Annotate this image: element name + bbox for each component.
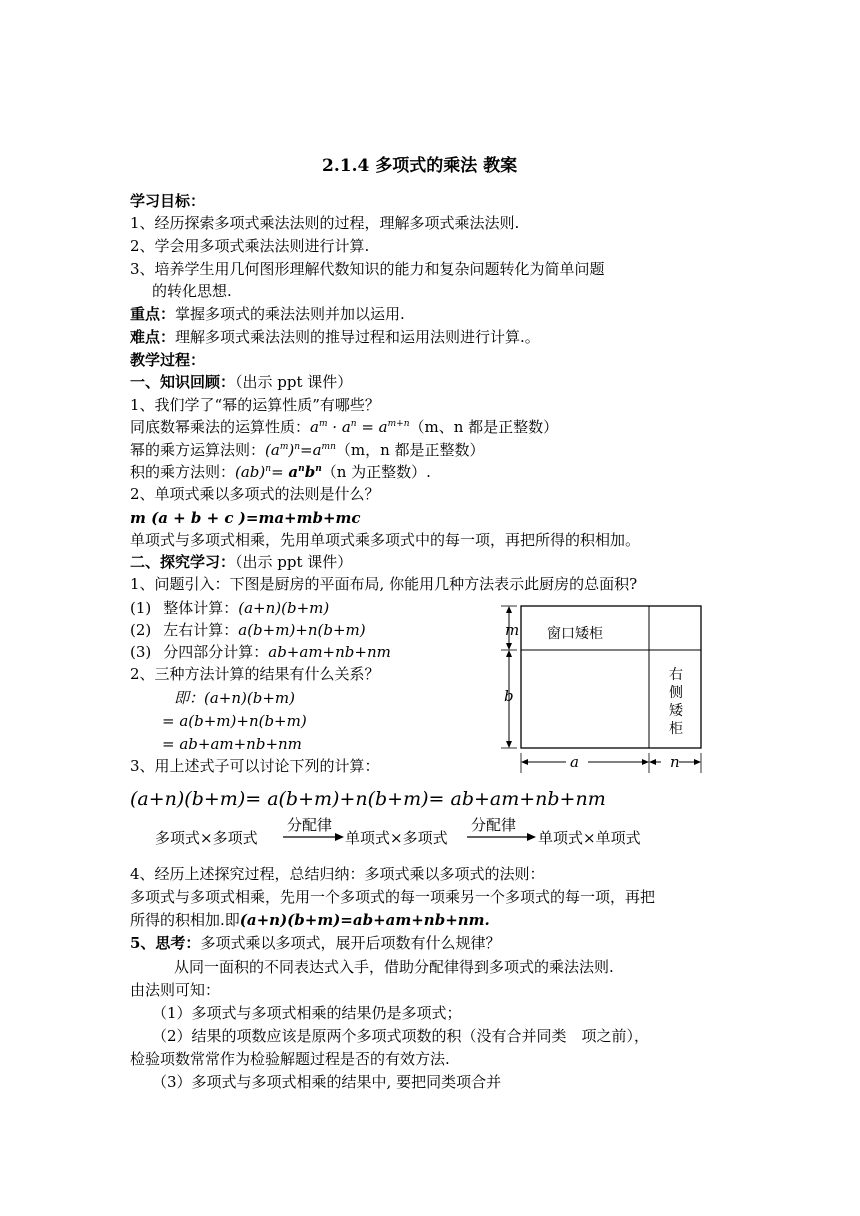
page-title: 2.1.4 多项式的乘法 教案 [322, 156, 518, 176]
dim-b-arrow-up [506, 650, 512, 657]
explore-note: （出示 ppt 课件） [235, 553, 353, 571]
method-3-num: (3) [130, 643, 152, 661]
summary-q4: 4、经历上述探究过程，总结归纳：多项式乘以多项式的法则： [130, 865, 545, 883]
rule3-label: 积的乘方法则： [130, 463, 236, 481]
explore-q1: 1、问题引入：下图是厨房的平面布局, 你能用几种方法表示此厨房的总面积? [130, 575, 638, 593]
key-text: 掌握多项式的乘法法则并加以运用. [175, 305, 405, 323]
dim-m-label: m [505, 621, 520, 639]
summary-q5 [130, 933, 500, 953]
method-1-expr: (a+n)(b+m) [238, 599, 330, 617]
explore-q3: 3、用上述式子可以讨论下列的计算： [130, 757, 380, 775]
review-heading-line [130, 372, 352, 392]
summary-q5-label: 5、思考： [130, 934, 201, 952]
flow-step-1: 多项式×多项式 [155, 829, 258, 847]
dim-a-label: a [570, 753, 579, 771]
explore-q2: 2、三种方法计算的结果有什么关系？ [130, 665, 380, 683]
method-2-expr: a(b+m)+n(b+m) [238, 621, 366, 639]
derivation-1: 即：(a+n)(b+m) [174, 689, 295, 707]
dim-b-arrow-down [506, 741, 512, 748]
expansion-formula: (a+n)(b+m)= a(b+m)+n(b+m)= ab+am+nb+nm [130, 788, 606, 810]
side-cabinet-label-3: 矮 [669, 703, 683, 719]
method-1-label: 整体计算： [163, 599, 239, 617]
review-q1: 1、我们学了“幂的运算性质”有哪些？ [130, 396, 380, 414]
dim-n-arrow-left [649, 759, 656, 765]
flow-step-3: 单项式×单项式 [538, 829, 641, 847]
difficulty-text: 理解多项式乘法法则的推导过程和运用法则进行计算.。 [175, 328, 540, 346]
objective-3: 3、培养学生用几何图形理解代数知识的能力和复杂问题转化为简单问题 [130, 260, 605, 278]
derivation-3: = ab+am+nb+nm [162, 735, 302, 753]
difficulty-point [130, 327, 540, 347]
method-3-expr: ab+am+nb+nm [268, 643, 391, 661]
rule1-note: （m、n 都是正整数） [409, 418, 559, 436]
window-cabinet-label: 窗口矮柜 [547, 626, 603, 642]
method-3 [130, 642, 391, 662]
dim-a-arrow-left [521, 759, 528, 765]
process-heading: 教学过程： [130, 351, 206, 369]
summary-rule-formula: (a+n)(b+m)=ab+am+nb+nm. [239, 911, 490, 929]
rule3-note: （n 为正整数）. [321, 463, 431, 481]
explore-heading-line [130, 552, 352, 572]
review-note: （出示 ppt 课件） [235, 373, 353, 391]
review-heading: 一、知识回顾： [130, 373, 236, 391]
method-2-num: (2) [130, 621, 152, 639]
review-q2: 2、单项式乘以多项式的法则是什么？ [130, 485, 380, 503]
key-label: 重点： [130, 305, 176, 323]
key-point [130, 304, 405, 324]
summary-rule-prefix: 所得的积相加.即 [130, 911, 240, 929]
objective-1: 1、经历探索多项式乘法法则的过程，理解多项式乘法法则. [130, 214, 520, 232]
summary-point-1: （1）多项式与多项式相乘的结果仍是多项式； [152, 1004, 462, 1022]
side-cabinet-label-4: 柜 [669, 721, 683, 737]
rule1-label: 同底数幂乘法的运算性质： [130, 418, 311, 436]
rule4-formula: m (a + b + c )=ma+mb+mc [130, 509, 361, 527]
explore-heading: 二、探究学习： [130, 553, 236, 571]
summary-rule-line-2 [130, 910, 490, 930]
rule-power-of-power [130, 440, 485, 460]
flow-arrow-2-label: 分配律 [471, 816, 517, 834]
method-1-num: (1) [130, 599, 152, 617]
summary-q5-text: 多项式乘以多项式，展开后项数有什么规律？ [200, 934, 501, 952]
dim-b-label: b [504, 687, 514, 705]
dim-m-arrow-up [506, 606, 512, 613]
method-2 [130, 620, 366, 640]
summary-rule-line-1: 多项式与多项式相乘，先用一个多项式的每一项乘另一个多项式的每一项，再把 [130, 888, 656, 906]
rule2-label: 幂的乘方运算法则： [130, 441, 266, 459]
flow-step-2: 单项式×多项式 [345, 829, 448, 847]
kitchen-layout-diagram [496, 603, 736, 781]
derivation-2: = a(b+m)+n(b+m) [162, 712, 307, 730]
flow-arrow-2 [467, 832, 537, 842]
summary-line-b: 由法则可知： [130, 981, 221, 999]
rule3-formula: $(ab)^n= a^nb^n$ [235, 463, 322, 481]
dim-m-arrow-down [506, 643, 512, 650]
rule-product-power [130, 462, 431, 482]
method-1 [130, 598, 329, 618]
flow-arrow-1-label: 分配律 [287, 816, 333, 834]
method-3-label: 分四部分计算： [163, 643, 269, 661]
difficulty-label: 难点： [130, 328, 176, 346]
rule4-text: 单项式与多项式相乘，先用单项式乘多项式中的每一项，再把所得的积相加。 [130, 531, 641, 549]
side-cabinet-label-1: 右 [669, 667, 683, 683]
summary-point-2: （2）结果的项数应该是原两个多项式项数的积（没有合并同类 项之前）， [152, 1027, 650, 1045]
rule1-formula: $a^m \cdot a^n = a^{m+n}$ [310, 418, 410, 436]
flow-arrow-1 [283, 832, 345, 842]
summary-point-3: （3）多项式与多项式相乘的结果中, 要把同类项合并 [152, 1073, 502, 1091]
method-2-label: 左右计算： [163, 621, 239, 639]
dim-n-label: n [670, 753, 680, 771]
summary-line-a: 从同一面积的不同表达式入手，借助分配律得到多项式的乘法法则. [174, 958, 614, 976]
rule-power-product [130, 417, 558, 437]
rule2-note: （m，n 都是正整数） [335, 441, 485, 459]
objectives-heading: 学习目标： [130, 192, 206, 210]
rule2-formula: $(a^m)^n=a^{mn}$ [265, 441, 336, 459]
summary-point-2-cont: 检验项数常常作为检验解题过程是否的有效方法. [130, 1050, 450, 1068]
objective-3-cont: 的转化思想. [152, 282, 232, 300]
dim-a-arrow-right [642, 759, 649, 765]
objective-2: 2、学会用多项式乘法法则进行计算. [130, 237, 370, 255]
side-cabinet-label-2: 侧 [669, 685, 683, 701]
dim-n-arrow-right [694, 759, 701, 765]
